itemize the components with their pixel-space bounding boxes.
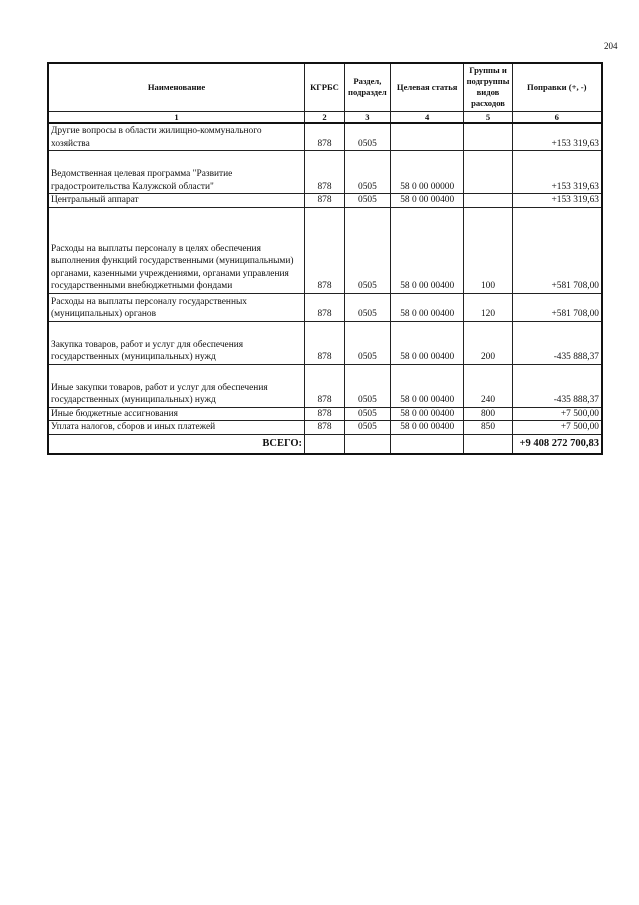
row-amount: +7 500,00: [512, 407, 602, 421]
table-row: [48, 194, 602, 208]
row-group: [464, 194, 512, 208]
table-row: [48, 123, 602, 151]
row-group: 200: [464, 321, 512, 364]
total-empty-cell: [305, 434, 345, 454]
row-name: Иные закупки товаров, работ и услуг для обеспечения государственных (муниципальных) нужд: [48, 364, 305, 407]
total-label: ВСЕГО:: [48, 434, 305, 454]
index-cell: 3: [344, 111, 390, 123]
table-row: [48, 293, 602, 321]
header-groups: Группы и подгруппы видов расходов: [464, 63, 512, 111]
table-row: [48, 321, 602, 364]
budget-amendments-table: [47, 62, 603, 455]
row-kgrbs: 878: [305, 421, 345, 435]
row-target: 58 0 00 00400: [390, 293, 464, 321]
row-amount: +581 708,00: [512, 207, 602, 293]
page-number: 204: [604, 41, 618, 51]
header-amendments: Поправки (+, -): [512, 63, 602, 111]
row-amount: +153 319,63: [512, 123, 602, 151]
row-group: 850: [464, 421, 512, 435]
row-target: 58 0 00 00400: [390, 421, 464, 435]
row-name: Расходы на выплаты персоналу в целях обеспечения выполнения функций государственными (муниципальными) органами, казенными учреждениями, органами управления государственными внебюджетными фондами: [48, 207, 305, 293]
index-cell: 2: [305, 111, 345, 123]
index-cell: 5: [464, 111, 512, 123]
row-name: Центральный аппарат: [48, 194, 305, 208]
row-name: Иные бюджетные ассигнования: [48, 407, 305, 421]
row-target: 58 0 00 00400: [390, 364, 464, 407]
row-group: 240: [464, 364, 512, 407]
row-kgrbs: 878: [305, 123, 345, 151]
row-name: Закупка товаров, работ и услуг для обеспечения государственных (муниципальных) нужд: [48, 321, 305, 364]
row-target: 58 0 00 00400: [390, 207, 464, 293]
index-row: [48, 111, 602, 123]
row-group: 120: [464, 293, 512, 321]
total-empty-cell: [464, 434, 512, 454]
header-row: [48, 63, 602, 111]
row-kgrbs: 878: [305, 194, 345, 208]
row-section: 0505: [344, 407, 390, 421]
total-amount: +9 408 272 700,83: [512, 434, 602, 454]
row-group: [464, 123, 512, 151]
row-amount: +153 319,63: [512, 151, 602, 194]
row-kgrbs: 878: [305, 321, 345, 364]
row-name: Уплата налогов, сборов и иных платежей: [48, 421, 305, 435]
row-kgrbs: 878: [305, 407, 345, 421]
row-name: Расходы на выплаты персоналу государственных (муниципальных) органов: [48, 293, 305, 321]
row-group: [464, 151, 512, 194]
header-name: Наименование: [48, 63, 305, 111]
row-amount: +153 319,63: [512, 194, 602, 208]
row-target: 58 0 00 00400: [390, 407, 464, 421]
table-row: [48, 151, 602, 194]
table-row: [48, 207, 602, 293]
row-kgrbs: 878: [305, 207, 345, 293]
row-name: Другие вопросы в области жилищно-коммунального хозяйства: [48, 123, 305, 151]
row-group: 800: [464, 407, 512, 421]
table-row: [48, 407, 602, 421]
header-kgrbs: КГРБС: [305, 63, 345, 111]
row-amount: -435 888,37: [512, 364, 602, 407]
row-group: 100: [464, 207, 512, 293]
row-target: [390, 123, 464, 151]
row-target: 58 0 00 00000: [390, 151, 464, 194]
total-empty-cell: [344, 434, 390, 454]
row-section: 0505: [344, 151, 390, 194]
total-empty-cell: [390, 434, 464, 454]
row-kgrbs: 878: [305, 293, 345, 321]
row-section: 0505: [344, 293, 390, 321]
row-target: 58 0 00 00400: [390, 321, 464, 364]
table-row: [48, 421, 602, 435]
index-cell: 4: [390, 111, 464, 123]
row-amount: +7 500,00: [512, 421, 602, 435]
header-target: Целевая статья: [390, 63, 464, 111]
row-section: 0505: [344, 207, 390, 293]
row-name: Ведомственная целевая программа "Развитие градостроительства Калужской области": [48, 151, 305, 194]
row-kgrbs: 878: [305, 151, 345, 194]
index-cell: 1: [48, 111, 305, 123]
row-section: 0505: [344, 194, 390, 208]
total-row: [48, 434, 602, 454]
row-section: 0505: [344, 321, 390, 364]
row-section: 0505: [344, 364, 390, 407]
row-amount: -435 888,37: [512, 321, 602, 364]
row-section: 0505: [344, 421, 390, 435]
row-kgrbs: 878: [305, 364, 345, 407]
row-target: 58 0 00 00400: [390, 194, 464, 208]
row-section: 0505: [344, 123, 390, 151]
table-row: [48, 364, 602, 407]
header-section: Раздел, подраздел: [344, 63, 390, 111]
index-cell: 6: [512, 111, 602, 123]
row-amount: +581 708,00: [512, 293, 602, 321]
